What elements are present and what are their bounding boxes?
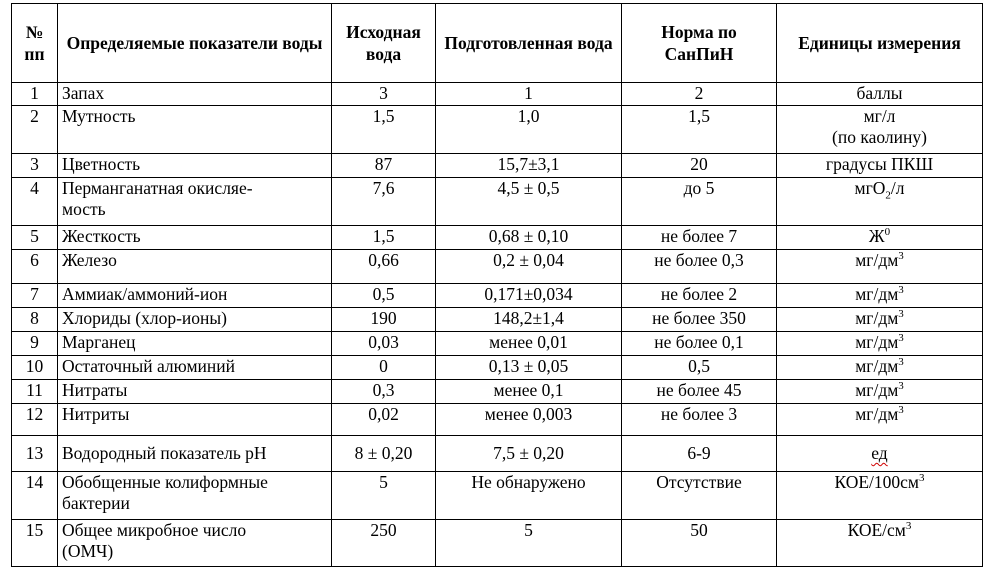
- source-value: 3: [332, 83, 436, 106]
- norm-value: до 5: [622, 178, 777, 226]
- unit: $мг/дм^3$: [777, 332, 983, 356]
- norm-value: не более 7: [622, 226, 777, 250]
- prepared-value: 4,5 ± 0,5: [436, 178, 622, 226]
- row-number: 7: [12, 284, 58, 308]
- source-value: 0: [332, 356, 436, 380]
- indicator-name: Мутность: [58, 106, 332, 154]
- row-number: 2: [12, 106, 58, 154]
- row-number: 12: [12, 404, 58, 436]
- unit: [777, 106, 983, 154]
- norm-value: не более 350: [622, 308, 777, 332]
- prepared-value: 5: [436, 520, 622, 567]
- unit: $Ж^0$: [777, 226, 983, 250]
- indicator-name-line1: Обобщенные колиформные: [62, 472, 268, 492]
- table-row: [12, 472, 983, 520]
- prepared-value: 0,68 ± 0,10: [436, 226, 622, 250]
- norm-value: 50: [622, 520, 777, 567]
- header-norm: Норма по СанПиН: [622, 4, 777, 83]
- indicator-name: [58, 472, 332, 520]
- row-number: 4: [12, 178, 58, 226]
- source-value: 0,3: [332, 380, 436, 404]
- table-row: [12, 356, 983, 380]
- prepared-value: 1: [436, 83, 622, 106]
- source-value: 5: [332, 472, 436, 520]
- source-value: 1,5: [332, 226, 436, 250]
- table-row: [12, 404, 983, 436]
- row-number: 10: [12, 356, 58, 380]
- indicator-name: Водородный показатель pH: [58, 436, 332, 472]
- norm-value: 1,5: [622, 106, 777, 154]
- norm-value: 0,5: [622, 356, 777, 380]
- indicator-name-line2: бактерии: [62, 493, 130, 513]
- unit-line1: мг/л: [863, 106, 896, 126]
- table-row: [12, 308, 983, 332]
- header-source-water: Исходная вода: [332, 4, 436, 83]
- indicator-name: Марганец: [58, 332, 332, 356]
- table-row: [12, 436, 983, 472]
- table-row: [12, 332, 983, 356]
- norm-value: 2: [622, 83, 777, 106]
- indicator-name: Запах: [58, 83, 332, 106]
- row-number: 6: [12, 250, 58, 284]
- unit: баллы: [777, 83, 983, 106]
- header-indicator: Определяемые показатели воды: [58, 4, 332, 83]
- prepared-value: менее 0,003: [436, 404, 622, 436]
- table-row: [12, 106, 983, 154]
- norm-value: Отсутствие: [622, 472, 777, 520]
- prepared-value: 0,2 ± 0,04: [436, 250, 622, 284]
- water-quality-table: [11, 3, 983, 567]
- indicator-name: Жесткость: [58, 226, 332, 250]
- row-number: 1: [12, 83, 58, 106]
- unit: мгO$_2$/л: [777, 178, 983, 226]
- unit: $мг/дм^3$: [777, 380, 983, 404]
- row-number: 8: [12, 308, 58, 332]
- norm-value: 20: [622, 154, 777, 178]
- prepared-value: 1,0: [436, 106, 622, 154]
- unit: КОЕ/$см^3$: [777, 520, 983, 567]
- unit: $мг/дм^3$: [777, 308, 983, 332]
- source-value: 0,03: [332, 332, 436, 356]
- indicator-name: Хлориды (хлор-ионы): [58, 308, 332, 332]
- indicator-name: Нитриты: [58, 404, 332, 436]
- norm-value: не более 45: [622, 380, 777, 404]
- table-row: [12, 226, 983, 250]
- unit: $мг/дм^3$: [777, 284, 983, 308]
- unit: ед: [777, 436, 983, 472]
- row-number: 15: [12, 520, 58, 567]
- unit: $мг/дм^3$: [777, 250, 983, 284]
- header-num: № пп: [12, 4, 58, 83]
- row-number: 11: [12, 380, 58, 404]
- unit: $мг/дм^3$: [777, 404, 983, 436]
- source-value: 0,5: [332, 284, 436, 308]
- table-row: [12, 178, 983, 226]
- indicator-name-line1: Перманганатная окисляе-: [62, 178, 253, 198]
- indicator-name-line2: мость: [62, 199, 106, 219]
- unit: $мг/дм^3$: [777, 356, 983, 380]
- indicator-name: Остаточный алюминий: [58, 356, 332, 380]
- table-row: [12, 380, 983, 404]
- header-units: Единицы измерения: [777, 4, 983, 83]
- source-value: 0,02: [332, 404, 436, 436]
- source-value: 0,66: [332, 250, 436, 284]
- prepared-value: Не обнаружено: [436, 472, 622, 520]
- source-value: 1,5: [332, 106, 436, 154]
- source-value: 87: [332, 154, 436, 178]
- norm-value: не более 2: [622, 284, 777, 308]
- prepared-value: менее 0,1: [436, 380, 622, 404]
- prepared-value: 0,171±0,034: [436, 284, 622, 308]
- table-row: [12, 154, 983, 178]
- table-row: [12, 83, 983, 106]
- prepared-value: 7,5 ± 0,20: [436, 436, 622, 472]
- prepared-value: 15,7±3,1: [436, 154, 622, 178]
- source-value: 250: [332, 520, 436, 567]
- indicator-name: Нитраты: [58, 380, 332, 404]
- source-value: 8 ± 0,20: [332, 436, 436, 472]
- source-value: 7,6: [332, 178, 436, 226]
- header-prepared-water: Подготовленная вода: [436, 4, 622, 83]
- table-row: [12, 250, 983, 284]
- prepared-value: менее 0,01: [436, 332, 622, 356]
- unit-line2: (по каолину): [832, 127, 927, 147]
- indicator-name: Железо: [58, 250, 332, 284]
- unit: градусы ПКШ: [777, 154, 983, 178]
- norm-value: не более 0,3: [622, 250, 777, 284]
- indicator-name: Цветность: [58, 154, 332, 178]
- row-number: 5: [12, 226, 58, 250]
- row-number: 14: [12, 472, 58, 520]
- prepared-value: 148,2±1,4: [436, 308, 622, 332]
- unit: КОЕ/$100см^3$: [777, 472, 983, 520]
- indicator-name-line2: (ОМЧ): [62, 541, 114, 561]
- table-row: [12, 520, 983, 567]
- row-number: 13: [12, 436, 58, 472]
- norm-value: не более 0,1: [622, 332, 777, 356]
- indicator-name: [58, 520, 332, 567]
- indicator-name: Аммиак/аммоний-ион: [58, 284, 332, 308]
- indicator-name-line1: Общее микробное число: [62, 520, 247, 540]
- row-number: 3: [12, 154, 58, 178]
- prepared-value: 0,13 ± 0,05: [436, 356, 622, 380]
- row-number: 9: [12, 332, 58, 356]
- indicator-name: [58, 178, 332, 226]
- header-row: [12, 4, 983, 83]
- table-row: [12, 284, 983, 308]
- source-value: 190: [332, 308, 436, 332]
- norm-value: 6-9: [622, 436, 777, 472]
- norm-value: не более 3: [622, 404, 777, 436]
